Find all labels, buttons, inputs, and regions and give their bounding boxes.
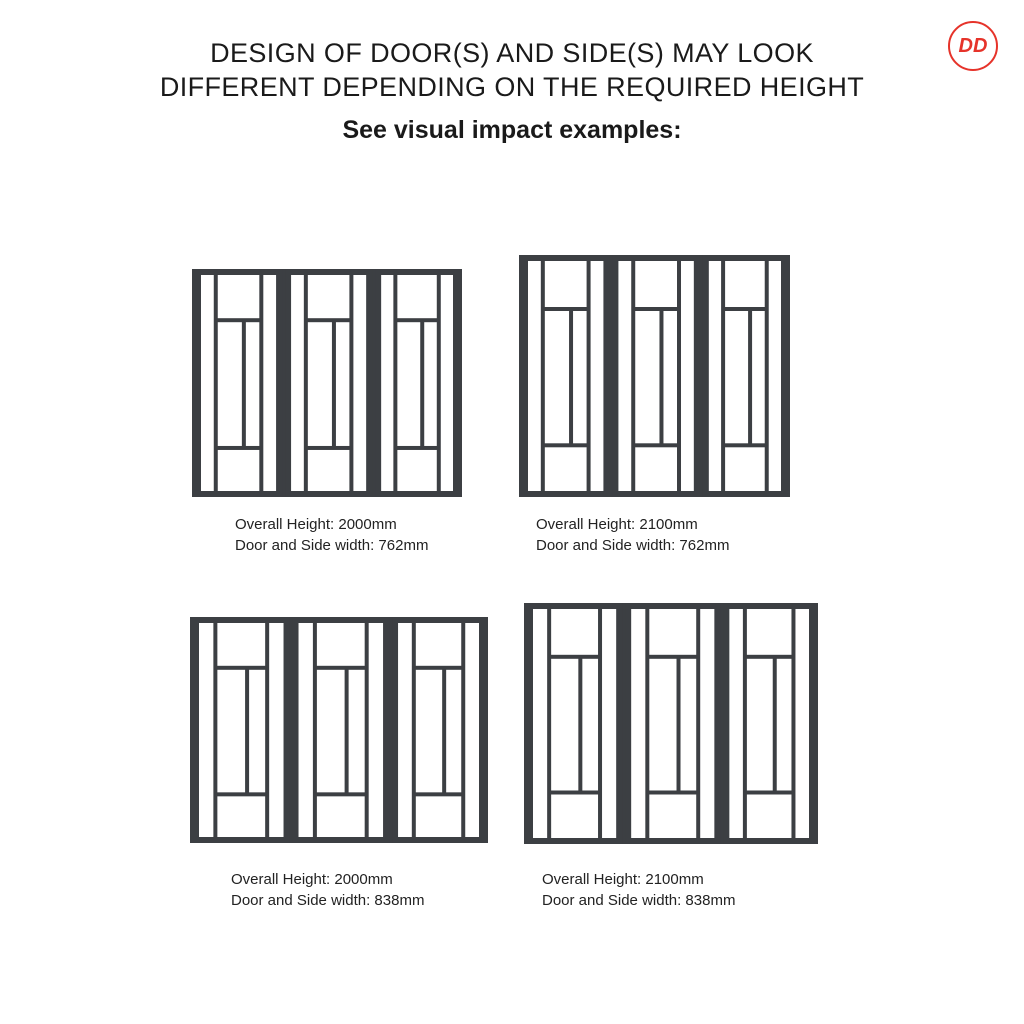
- glass-pane: [465, 623, 479, 837]
- glass-pane: [551, 609, 598, 655]
- glass-pane: [299, 623, 313, 837]
- example-4-caption: [542, 869, 735, 911]
- glass-pane: [769, 261, 781, 491]
- door-set-drawing: [524, 603, 818, 844]
- glass-pane: [752, 311, 765, 443]
- glass-pane: [709, 261, 721, 491]
- glass-pane: [441, 275, 453, 491]
- glass-pane: [201, 275, 214, 491]
- door-width-label: Door and Side width: 762mm: [536, 537, 730, 554]
- glass-pane: [649, 794, 696, 838]
- overall-height-label: Overall Height: 2000mm: [235, 516, 397, 533]
- glass-pane: [217, 796, 265, 837]
- glass-pane: [317, 623, 365, 666]
- door-set-drawing: [190, 617, 488, 843]
- glass-pane: [795, 609, 809, 838]
- door-leaf: [625, 603, 720, 844]
- glass-pane: [317, 670, 345, 793]
- glass-pane: [349, 670, 365, 793]
- glass-pane: [246, 322, 259, 446]
- glass-pane: [582, 659, 598, 791]
- glass-pane: [398, 623, 412, 837]
- glass-pane: [725, 447, 765, 491]
- glass-pane: [217, 623, 265, 666]
- glass-pane: [424, 322, 437, 446]
- glass-pane: [308, 322, 332, 446]
- glass-pane: [663, 311, 677, 443]
- door-set-example-4: [524, 603, 818, 844]
- example-2-caption: [536, 514, 729, 556]
- example-1-caption: [235, 514, 428, 556]
- glass-pane: [681, 659, 697, 791]
- glass-pane: [416, 623, 461, 666]
- glass-pane: [777, 659, 792, 791]
- door-leaf: [195, 269, 282, 497]
- overall-height-label: Overall Height: 2000mm: [231, 871, 393, 888]
- glass-pane: [291, 275, 304, 491]
- glass-pane: [635, 311, 659, 443]
- door-set-example-2: [519, 255, 790, 497]
- door-set-example-1: [192, 269, 462, 497]
- glass-pane: [263, 275, 276, 491]
- side-panel: [392, 617, 485, 843]
- glass-pane: [618, 261, 631, 491]
- glass-pane: [446, 670, 461, 793]
- glass-pane: [369, 623, 383, 837]
- glass-pane: [747, 609, 792, 655]
- door-leaf: [527, 603, 622, 844]
- side-panel: [723, 603, 815, 844]
- headline-line-1: DESIGN OF DOOR(S) AND SIDE(S) MAY LOOK: [210, 38, 814, 68]
- glass-pane: [199, 623, 213, 837]
- door-width-label: Door and Side width: 762mm: [235, 537, 429, 554]
- overall-height-label: Overall Height: 2100mm: [536, 516, 698, 533]
- glass-pane: [631, 609, 645, 838]
- glass-pane: [397, 322, 420, 446]
- glass-pane: [551, 659, 578, 791]
- subheading: See visual impact examples:: [342, 116, 682, 144]
- glass-pane: [545, 447, 587, 491]
- glass-pane: [602, 609, 616, 838]
- side-panel: [703, 255, 787, 497]
- glass-pane: [218, 275, 260, 318]
- glass-pane: [725, 311, 748, 443]
- glass-pane: [729, 609, 743, 838]
- glass-pane: [308, 450, 350, 491]
- door-leaf: [193, 617, 290, 843]
- glass-pane: [353, 275, 366, 491]
- glass-pane: [416, 670, 442, 793]
- glass-pane: [336, 322, 349, 446]
- glass-pane: [217, 670, 245, 793]
- glass-pane: [249, 670, 265, 793]
- glass-pane: [573, 311, 587, 443]
- glass-pane: [381, 275, 393, 491]
- glass-pane: [545, 261, 587, 307]
- glass-pane: [649, 659, 676, 791]
- glass-pane: [533, 609, 547, 838]
- glass-pane: [545, 311, 569, 443]
- glass-pane: [528, 261, 541, 491]
- glass-pane: [317, 796, 365, 837]
- glass-pane: [635, 447, 677, 491]
- glass-pane: [308, 275, 350, 318]
- glass-pane: [218, 322, 242, 446]
- door-leaf: [612, 255, 699, 497]
- glass-pane: [218, 450, 260, 491]
- glass-pane: [747, 659, 773, 791]
- brand-logo: DD: [948, 21, 998, 71]
- door-set-drawing: [192, 269, 462, 497]
- glass-pane: [397, 450, 436, 491]
- glass-pane: [269, 623, 283, 837]
- glass-pane: [747, 794, 792, 838]
- door-width-label: Door and Side width: 838mm: [231, 892, 425, 909]
- glass-pane: [635, 261, 677, 307]
- glass-pane: [551, 794, 598, 838]
- door-leaf: [293, 617, 390, 843]
- glass-pane: [649, 609, 696, 655]
- door-leaf: [285, 269, 372, 497]
- glass-pane: [397, 275, 436, 318]
- glass-pane: [591, 261, 604, 491]
- door-width-label: Door and Side width: 838mm: [542, 892, 736, 909]
- side-panel: [375, 269, 459, 497]
- overall-height-label: Overall Height: 2100mm: [542, 871, 704, 888]
- headline-line-2: DIFFERENT DEPENDING ON THE REQUIRED HEIGHT: [159, 72, 865, 102]
- door-set-drawing: [519, 255, 790, 497]
- example-3-caption: [231, 869, 424, 911]
- glass-pane: [700, 609, 714, 838]
- glass-pane: [416, 796, 461, 837]
- door-set-example-3: [190, 617, 488, 843]
- glass-pane: [681, 261, 694, 491]
- door-leaf: [522, 255, 609, 497]
- glass-pane: [725, 261, 765, 307]
